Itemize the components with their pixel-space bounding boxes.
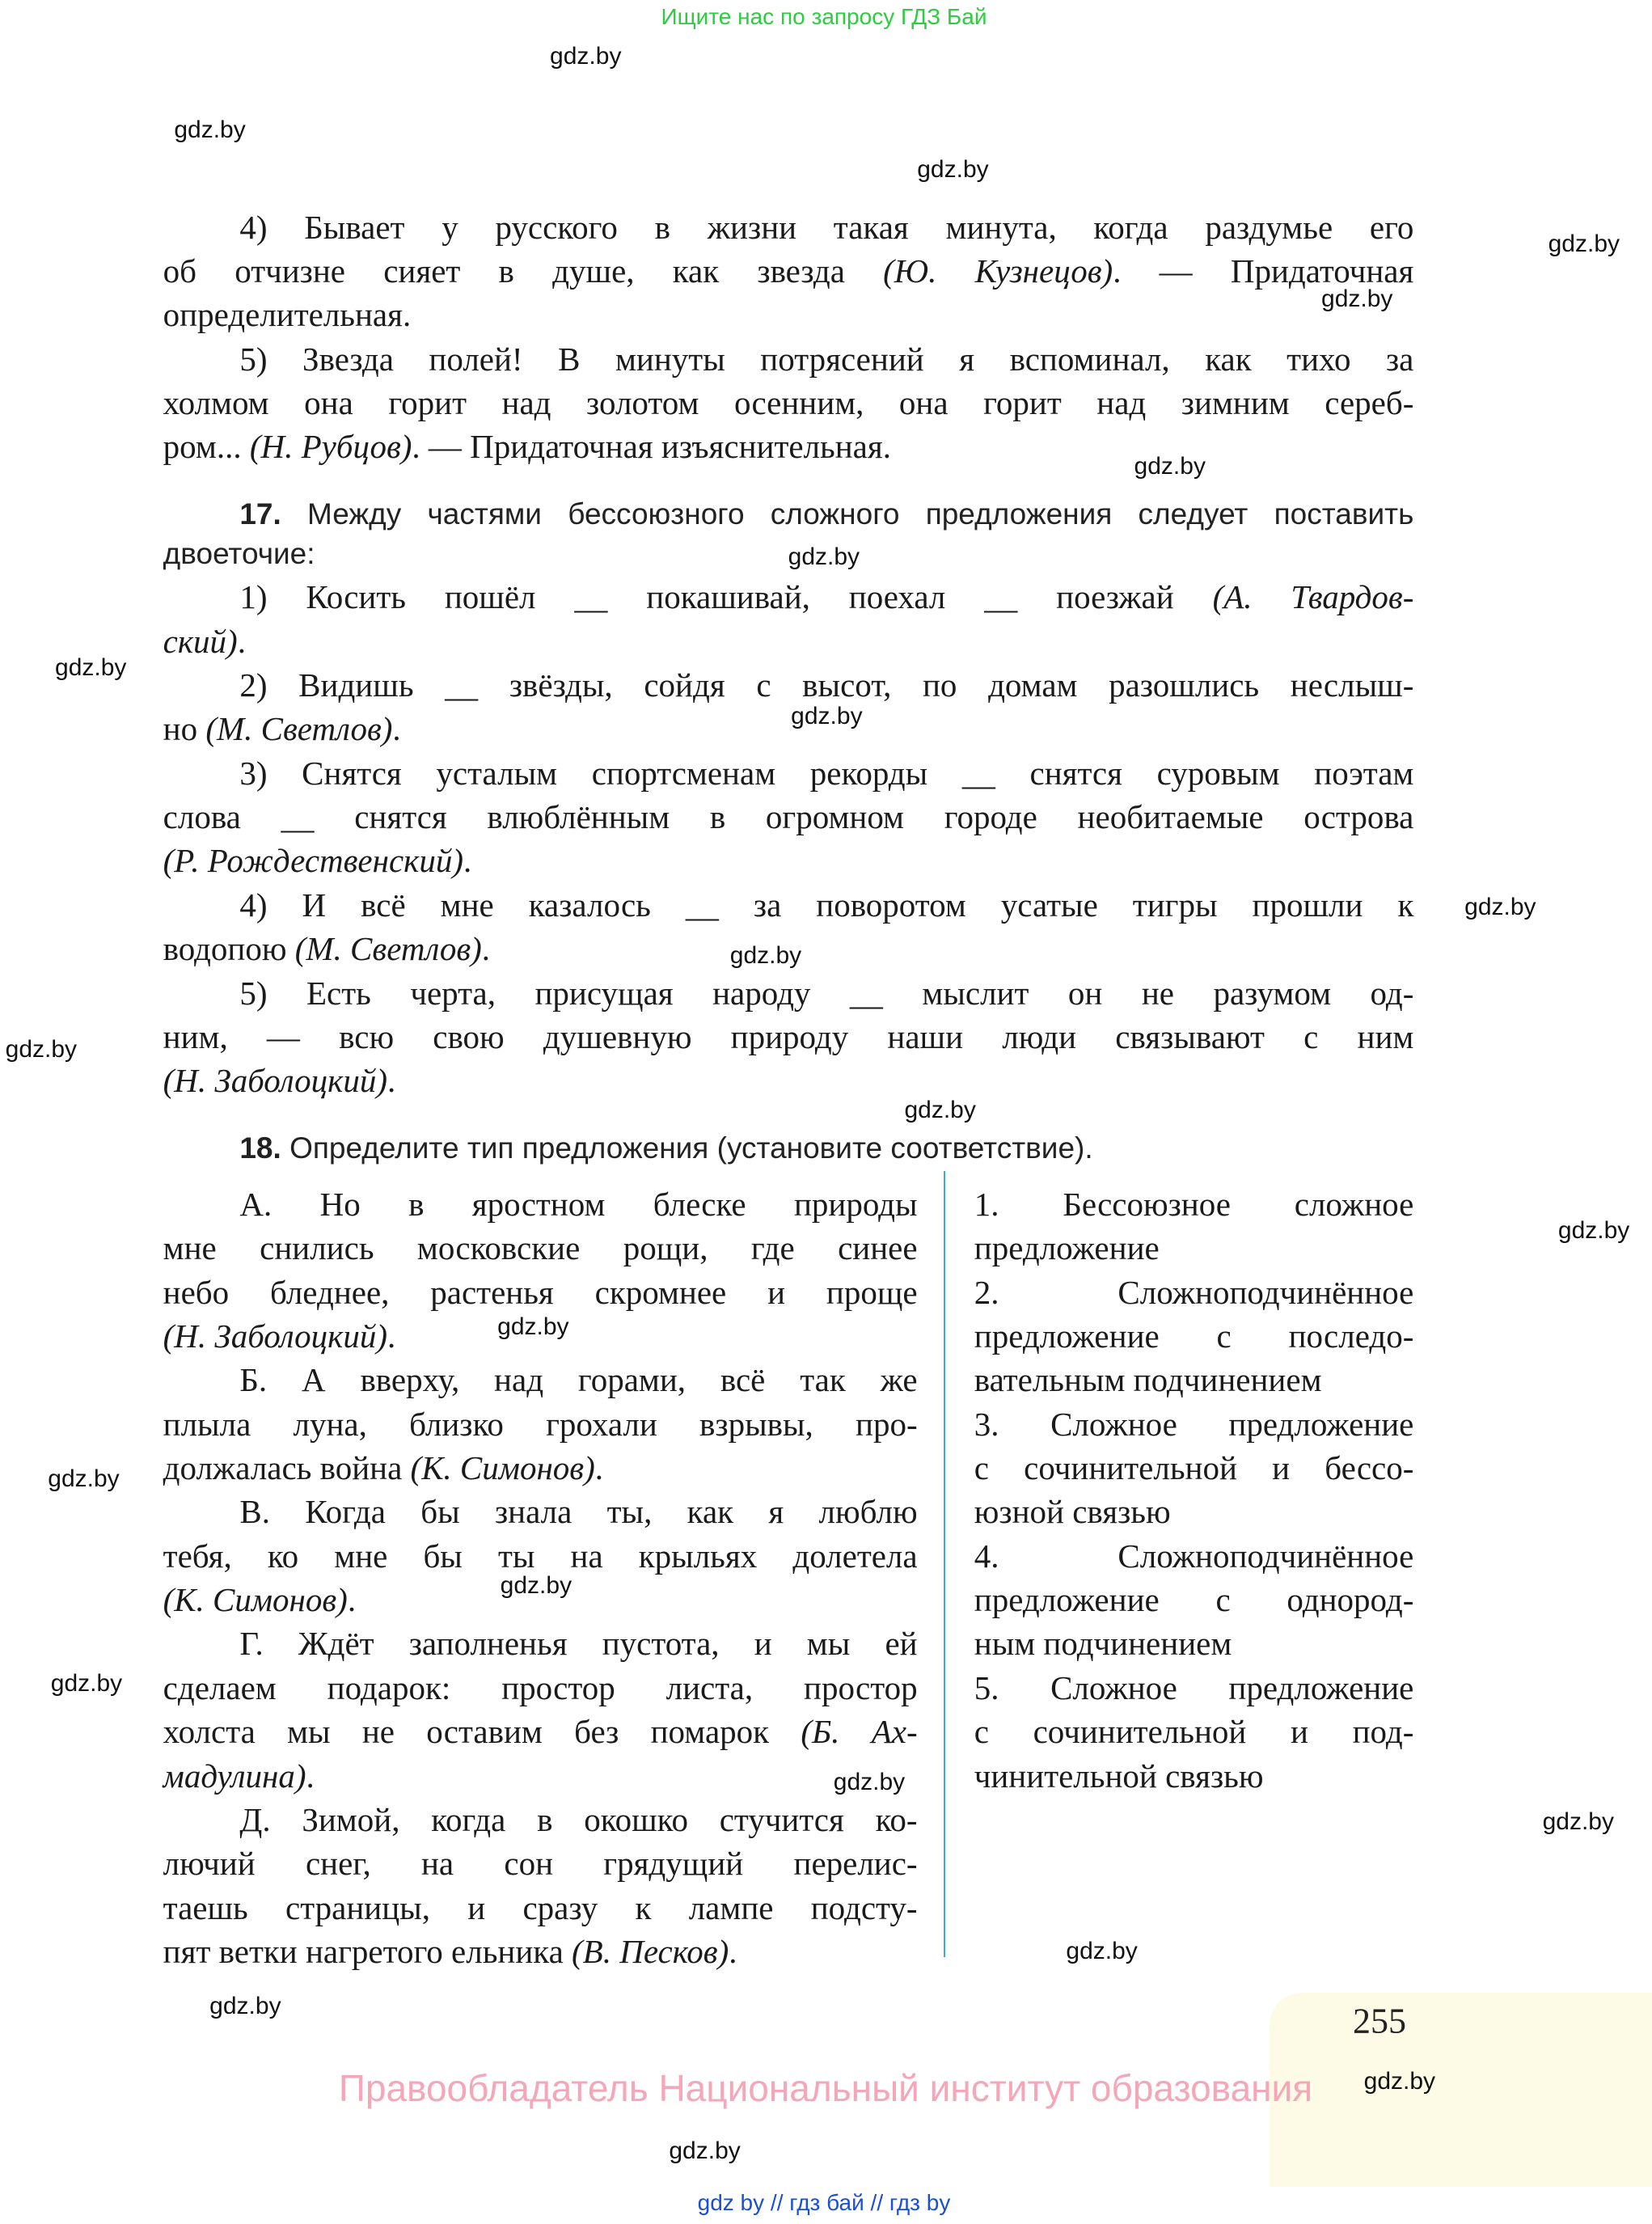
ex17-line [163, 707, 1414, 750]
t17-line [239, 494, 1413, 534]
text: с сочинительной и под- [974, 1713, 1414, 1751]
text: ром... [163, 428, 250, 466]
right-line [974, 1621, 1414, 1665]
watermark-link[interactable]: gdz.by [791, 702, 863, 729]
left-line [239, 1358, 917, 1402]
text: 2. Сложноподчинённое [974, 1273, 1414, 1311]
author-citation: (А. Твардов- [1212, 578, 1414, 616]
right-line [974, 1534, 1414, 1578]
author-citation: мадулина) [163, 1757, 306, 1795]
left-line [163, 1226, 918, 1270]
text: предложение с последо- [974, 1317, 1414, 1355]
watermark-link[interactable]: gdz.by [209, 1993, 281, 2020]
watermark-link[interactable]: gdz.by [917, 156, 989, 184]
author-citation: (Р. Рождественский) [163, 842, 463, 880]
p16-line [239, 337, 1413, 381]
watermark-link[interactable]: gdz.by [1134, 452, 1206, 480]
text: должалась война [163, 1449, 411, 1487]
ex17-line [239, 971, 1413, 1015]
left-line [163, 1841, 918, 1885]
right-line [974, 1666, 1414, 1710]
text: ным подчинением [974, 1625, 1232, 1663]
watermark-link[interactable]: gdz.by [1542, 1808, 1614, 1836]
p16-line [163, 381, 1414, 425]
right-line [974, 1182, 1414, 1226]
left-line [239, 1798, 917, 1841]
p16-line [163, 249, 1414, 293]
text: с сочинительной и бессо- [974, 1449, 1414, 1487]
left-line [163, 1710, 918, 1753]
text: . — Придаточная изъяснительная. [412, 428, 891, 466]
text: определительная. [163, 296, 412, 334]
page-number: 255 [1353, 2001, 1406, 2041]
p16-line [163, 425, 1414, 468]
text: А. Но в яростном блеске природы [239, 1185, 918, 1223]
right-line [974, 1578, 1414, 1621]
page-corner [1270, 1993, 1652, 2187]
watermark-link[interactable]: gdz.by [550, 43, 622, 70]
left-line [163, 1271, 918, 1314]
text: Б. А вверху, над горами, всё так же [239, 1361, 918, 1399]
text: 5) Есть черта, присущая народу __ мыслит он не разумом од- [239, 974, 1414, 1012]
text: 4) Бывает у русского в жизни такая минута, когда раздумье его [239, 208, 1414, 246]
text: 1) Косить пошёл __ покашивай, поехал __ поезжай [239, 578, 1213, 616]
watermark-link[interactable]: gdz.by [1464, 894, 1536, 921]
text: Между частями бессоюзного сложного предложения следует поставить [281, 497, 1414, 531]
left-line [163, 1930, 918, 1973]
text: Д. Зимой, когда в окошко стучится ко- [239, 1800, 918, 1838]
t18-line [239, 1128, 1413, 1168]
right-line [974, 1490, 1414, 1533]
text: холмом она горит над золотом осенним, она горит над зимним сереб- [163, 384, 1414, 422]
text: Определите тип предложения (установите соответствие). [281, 1131, 1093, 1165]
text: В. Когда бы знала ты, как я люблю [239, 1493, 918, 1531]
left-line [239, 1182, 917, 1226]
text: холста мы не оставим без помарок [163, 1713, 801, 1751]
text: лючий снег, на сон грядущий перелис- [163, 1845, 918, 1883]
watermark-link[interactable]: gdz.by [904, 1097, 976, 1124]
author-citation: (Ю. Кузнецов) [883, 252, 1113, 290]
right-line [974, 1754, 1414, 1798]
text: плыла луна, близко грохали взрывы, про- [163, 1405, 918, 1443]
author-citation: ский) [163, 622, 238, 660]
text: предложение [974, 1229, 1160, 1267]
text: . [387, 1317, 396, 1355]
text: предложение с однород- [974, 1581, 1414, 1619]
author-citation: (Н. Заболоцкий) [163, 1062, 387, 1100]
watermark-link[interactable]: gdz.by [1557, 1217, 1630, 1245]
watermark-link[interactable]: gdz.by [669, 2137, 741, 2165]
author-citation: (К. Симонов) [163, 1581, 348, 1619]
watermark-link[interactable]: gdz.by [788, 543, 860, 571]
text: но [163, 710, 206, 748]
watermark-link[interactable]: gdz.by [729, 941, 802, 969]
text: 4. Сложноподчинённое [974, 1537, 1414, 1575]
ex17-line [163, 1015, 1414, 1059]
watermark-link[interactable]: gdz.by [48, 1465, 120, 1493]
watermark-link[interactable]: gdz.by [50, 1669, 123, 1697]
left-line [163, 1402, 918, 1446]
right-line [974, 1710, 1414, 1753]
author-citation: (В. Песков) [572, 1933, 729, 1971]
author-citation: (Б. Ах- [801, 1713, 918, 1751]
text: . [463, 842, 472, 880]
text: 5. Сложное предложение [974, 1668, 1414, 1706]
search-banner[interactable]: Ищите нас по запросу ГДЗ Бай [661, 4, 987, 29]
exercise-number: 18. [239, 1131, 281, 1165]
author-citation: (К. Симонов) [410, 1449, 595, 1487]
ex17-line [239, 751, 1413, 795]
text: . [347, 1581, 357, 1619]
text: небо бледнее, растенья скромнее и проще [163, 1273, 918, 1311]
bottom-links[interactable]: gdz by // гдз бай // гдз by [697, 2190, 951, 2215]
text: сделаем подарок: простор листа, простор [163, 1668, 918, 1706]
right-line [974, 1314, 1414, 1358]
watermark-link[interactable]: gdz.by [174, 116, 246, 144]
watermark-link[interactable]: gdz.by [1321, 285, 1393, 313]
watermark-link[interactable]: gdz.by [1548, 230, 1620, 257]
text: . [237, 622, 246, 660]
column-divider [944, 1171, 945, 1957]
watermark-link[interactable]: gdz.by [1363, 2068, 1436, 2095]
text: . [481, 930, 491, 968]
watermark-link[interactable]: gdz.by [833, 1769, 906, 1796]
ex17-line [239, 883, 1413, 927]
text: 1. Бессоюзное сложное [974, 1185, 1414, 1223]
text: чинительной связью [974, 1757, 1264, 1795]
text: . [594, 1449, 603, 1487]
text: тебя, ко мне бы ты на крыльях долетела [163, 1537, 918, 1575]
text: двоеточие: [163, 536, 315, 570]
ex17-line [163, 839, 1414, 882]
left-line [239, 1621, 917, 1665]
text: об отчизне сияет в душе, как звезда [163, 252, 884, 290]
text: водопою [163, 930, 295, 968]
text: . — Придаточная [1113, 252, 1414, 290]
text: мне снились московские рощи, где синее [163, 1229, 918, 1267]
copyright-notice: Правообладатель Национальный институт образования [338, 2067, 1313, 2109]
left-line [163, 1754, 918, 1798]
watermark-link[interactable]: gdz.by [1066, 1938, 1138, 1965]
p16-line [163, 293, 1414, 336]
text: 2) Видишь __ звёзды, сойдя с высот, по домам разошлись неслыш- [239, 666, 1414, 704]
ex17-line [239, 663, 1413, 707]
left-line [163, 1446, 918, 1490]
author-citation: (Н. Заболоцкий) [163, 1317, 387, 1355]
text: ним, — всю свою душевную природу наши люди связывают с ним [163, 1017, 1414, 1055]
text: пят ветки нагретого ельника [163, 1933, 572, 1971]
watermark-link[interactable]: gdz.by [497, 1313, 569, 1341]
text: таешь страницы, и сразу к лампе подсту- [163, 1888, 918, 1926]
ex17-line [239, 575, 1413, 619]
left-line [163, 1886, 918, 1930]
right-line [974, 1271, 1414, 1314]
text: слова __ снятся влюблённым в огромном городе необитаемые острова [163, 798, 1414, 836]
watermark-link[interactable]: gdz.by [500, 1571, 572, 1599]
text: вательным подчинением [974, 1361, 1322, 1399]
exercise-number: 17. [239, 497, 281, 531]
text: 4) И всё мне казалось __ за поворотом усатые тигры прошли к [239, 886, 1414, 924]
watermark-link[interactable]: gdz.by [5, 1035, 78, 1063]
text: 5) Звезда полей! В минуты потрясений я вспоминал, как тихо за [239, 340, 1414, 378]
author-citation: (М. Светлов) [294, 930, 482, 968]
watermark-link[interactable]: gdz.by [55, 653, 127, 681]
text: . [392, 710, 401, 748]
author-citation: (Н. Рубцов) [249, 428, 412, 466]
text: . [729, 1933, 737, 1971]
text: юзной связью [974, 1493, 1171, 1531]
right-line [974, 1358, 1414, 1402]
right-line [974, 1402, 1414, 1446]
text: 3) Снятся усталым спортсменам рекорды __ снятся суровым поэтам [239, 754, 1414, 792]
ex17-line [163, 619, 1414, 663]
left-line [163, 1666, 918, 1710]
text: . [306, 1757, 315, 1795]
p16-line [239, 205, 1413, 249]
right-line [974, 1446, 1414, 1490]
ex17-line [163, 1059, 1414, 1102]
left-line [239, 1490, 917, 1533]
text: Г. Ждёт заполненья пустота, и мы ей [239, 1625, 918, 1663]
text: . [387, 1062, 396, 1100]
right-line [974, 1226, 1414, 1270]
ex17-line [163, 795, 1414, 839]
author-citation: (М. Светлов) [205, 710, 393, 748]
text: 3. Сложное предложение [974, 1405, 1414, 1443]
